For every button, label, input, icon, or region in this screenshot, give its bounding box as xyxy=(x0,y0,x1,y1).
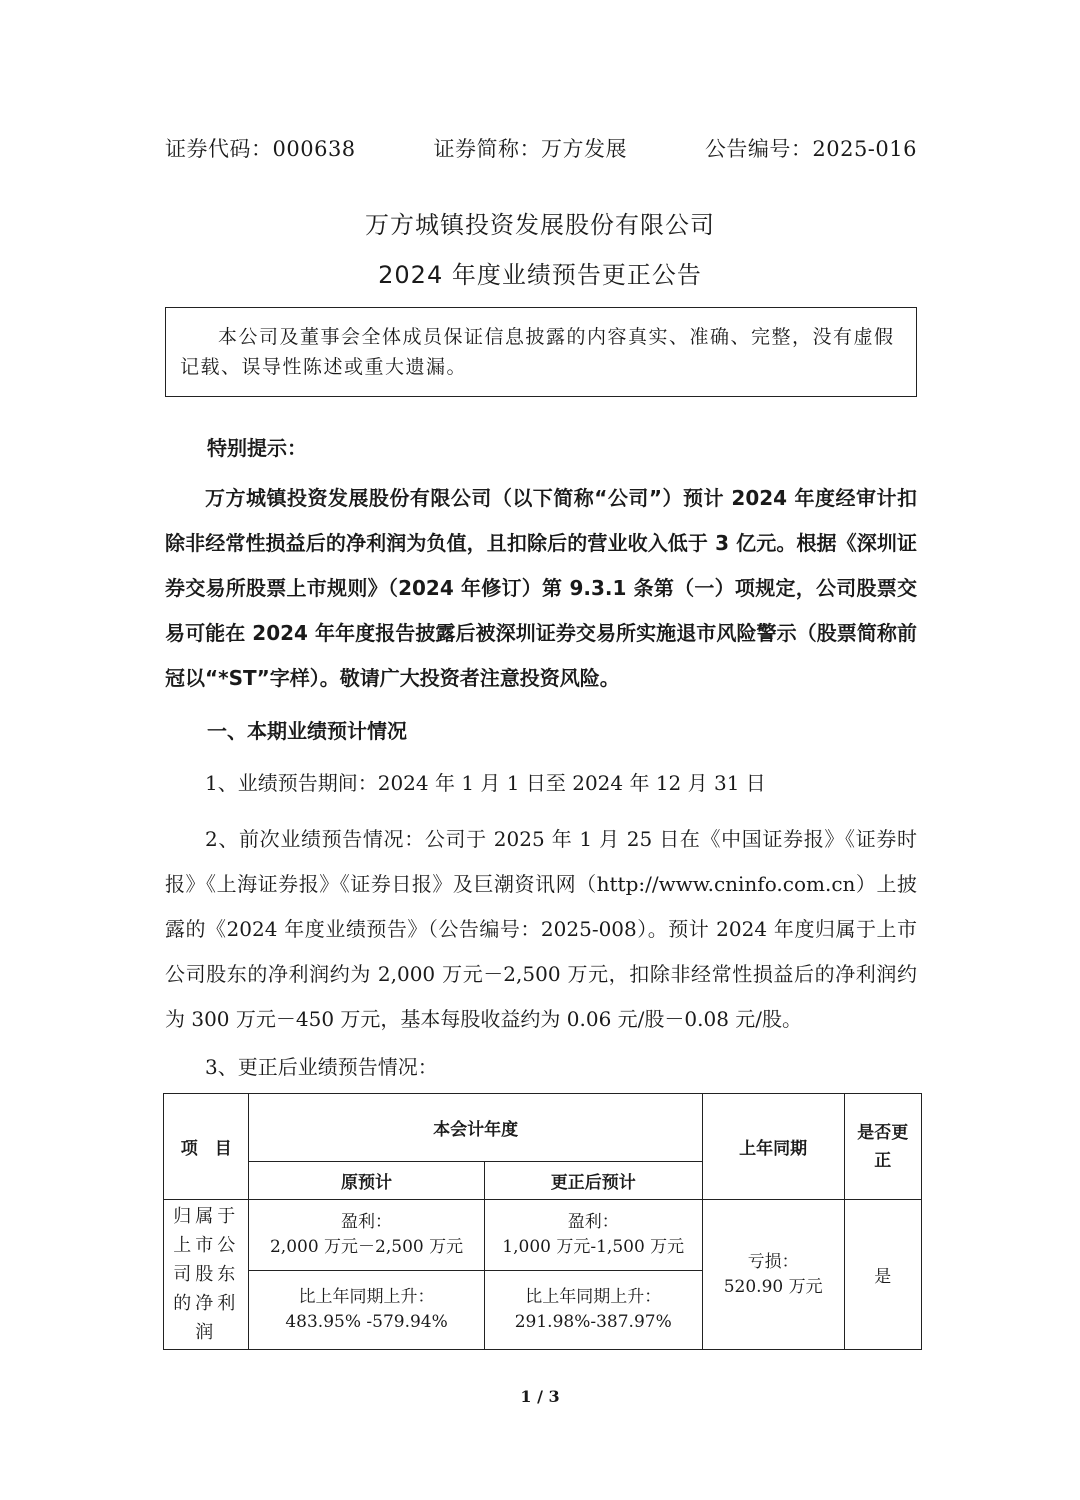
last-year-label: 亏损： xyxy=(747,1251,799,1272)
corrected-flag-cell: 是 xyxy=(844,1200,921,1350)
header-item: 项 目 xyxy=(164,1094,249,1200)
corrected-growth-value: 291.98%-387.97% xyxy=(514,1311,672,1332)
original-profit-label: 盈利： xyxy=(341,1211,393,1232)
document-title: 2024 年度业绩预告更正公告 xyxy=(378,261,702,289)
special-notice-heading: 特别提示： xyxy=(207,436,307,460)
original-profit-value: 2,000 万元－2,500 万元 xyxy=(269,1236,464,1257)
forecast-period: 1、业绩预告期间：2024 年 1 月 1 日至 2024 年 12 月 31 日 xyxy=(205,771,766,795)
original-growth-label: 比上年同期上升： xyxy=(298,1286,435,1307)
page-number: 1 / 3 xyxy=(520,1387,560,1406)
header-corrected-forecast: 更正后预计 xyxy=(484,1162,702,1200)
original-growth-cell xyxy=(249,1270,484,1349)
last-year-cell xyxy=(702,1200,844,1350)
original-growth-value: 483.95% -579.94% xyxy=(285,1311,448,1332)
security-short-name: 证券简称：万方发展 xyxy=(433,137,628,161)
corrected-profit-cell xyxy=(484,1200,702,1271)
corrected-profit-label: 盈利： xyxy=(567,1211,619,1232)
header-current-year: 本会计年度 xyxy=(249,1094,702,1162)
company-name: 万方城镇投资发展股份有限公司 xyxy=(365,211,715,239)
security-code: 证券代码：000638 xyxy=(165,137,356,161)
row-label-net-profit: 归属于上市公司股东的净利润 xyxy=(164,1200,249,1350)
last-year-value: 520.90 万元 xyxy=(723,1276,823,1297)
previous-forecast: 2、前次业绩预告情况：公司于 2025 年 1 月 25 日在《中国证券报》《证券时报》《上海证券报》《证券日报》及巨潮资讯网（http://www.cninfo.com.cn）上披露的《2024 年度业绩预告》（公告编号：2025-008）。预计 2024 年度归属于上市公司股东的净利润约为 2,000 万元－2,500 万元，扣除非经常性损益后的净利润约为 300 万元－450 万元，基本每股收益约为 0.06 元/股－0.08 元/股。 xyxy=(165,827,917,1031)
corrected-growth-label: 比上年同期上升： xyxy=(525,1286,662,1307)
board-statement-box: 本公司及董事会全体成员保证信息披露的内容真实、准确、完整，没有虚假记载、误导性陈述或重大遗漏。 xyxy=(165,307,917,397)
forecast-table xyxy=(163,1093,922,1350)
document-header xyxy=(165,133,917,163)
header-original-forecast: 原预计 xyxy=(249,1162,484,1200)
corrected-profit-value: 1,000 万元-1,500 万元 xyxy=(502,1236,685,1257)
corrected-forecast-heading: 3、更正后业绩预告情况： xyxy=(205,1055,438,1079)
notice-number: 公告编号：2025-016 xyxy=(704,137,917,161)
header-corrected-flag: 是否更正 xyxy=(844,1094,921,1200)
special-notice-body: 万方城镇投资发展股份有限公司（以下简称“公司”）预计 2024 年度经审计扣除非经常性损益后的净利润为负值，且扣除后的营业收入低于 3 亿元。根据《深圳证券交易所股票上市规则》（2024 年修订）第 9.3.1 条第（一）项规定，公司股票交易可能在 2024 年年度报告披露后被深圳证券交易所实施退市风险警示（股票简称前冠以“*ST”字样）。敬请广大投资者注意投资风险。 xyxy=(165,486,917,690)
header-last-year: 上年同期 xyxy=(702,1094,844,1200)
original-profit-cell xyxy=(249,1200,484,1271)
section-1-heading: 一、本期业绩预计情况 xyxy=(207,719,407,743)
corrected-growth-cell xyxy=(484,1270,702,1349)
